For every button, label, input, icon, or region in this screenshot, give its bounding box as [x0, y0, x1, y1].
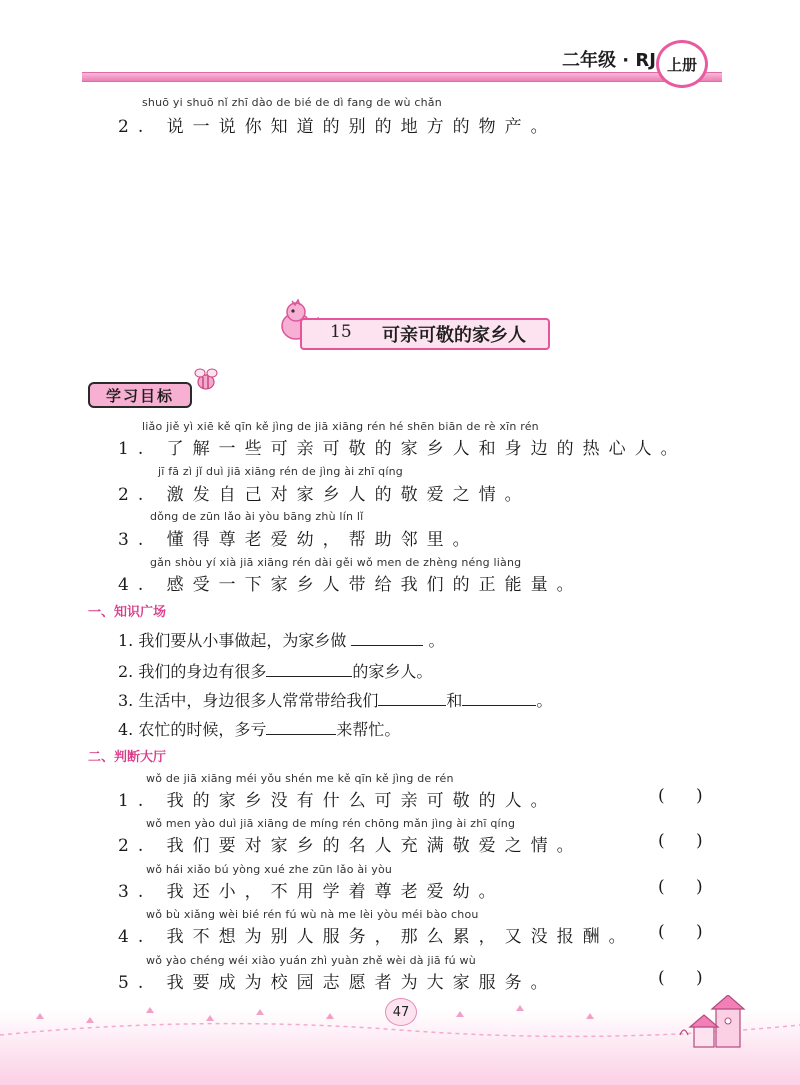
judge-2-pinyin: wǒ men yào duì jiā xiāng de míng rén chōng mǎn jìng ài zhī qíng: [146, 817, 516, 830]
judge-3-answer-box[interactable]: ( ): [658, 877, 703, 897]
section-judge-title: 二、判断大厅: [88, 750, 167, 765]
fill-q3-prompt: 3. 生活中，身边很多人常常带给我们: [118, 691, 379, 710]
objective-1-text: 1. 了解一些可亲可敬的家乡人和身边的热心人。: [118, 439, 687, 459]
fill-q1-prompt: 1. 我们要从小事做起，为家乡做: [118, 631, 347, 650]
fill-q3-end: 。: [536, 691, 553, 710]
grade-label: 二年级 · RJ: [562, 50, 656, 71]
lesson-number: 15: [330, 322, 352, 342]
lesson-title: 可亲可敬的家乡人: [382, 325, 526, 346]
bee-icon: [190, 364, 222, 396]
fill-q2-prompt: 2. 我们的身边有很多: [118, 662, 267, 681]
judge-2-answer-box[interactable]: ( ): [658, 831, 703, 851]
fill-q2-end: 的家乡人。: [352, 662, 433, 681]
fill-question-3: [118, 688, 552, 711]
objective-1-pinyin: liǎo jiě yì xiē kě qīn kě jìng de jiā xiāng rén hé shēn biān de rè xīn rén: [142, 420, 539, 433]
fill-q4-end: 来帮忙。: [336, 720, 401, 739]
volume-badge: 上册: [656, 40, 708, 88]
fill-q4-prompt: 4. 农忙的时候，多亏: [118, 720, 267, 739]
judge-5-pinyin: wǒ yào chéng wéi xiào yuán zhì yuàn zhě wèi dà jiā fú wù: [146, 954, 476, 967]
objective-4-text: 4. 感受一下家乡人带给我们的正能量。: [118, 575, 583, 595]
objective-2-pinyin: jī fā zì jǐ duì jiā xiāng rén de jìng ài zhī qíng: [158, 465, 403, 478]
fill-question-1: [118, 628, 445, 651]
fill-q3-blank-1[interactable]: [378, 691, 446, 706]
page-number: 47: [385, 998, 417, 1026]
judge-3-text: 3. 我还小，不用学着尊老爱幼。: [118, 882, 505, 902]
judge-5-answer-box[interactable]: ( ): [658, 968, 703, 988]
objective-3-pinyin: dǒng de zūn lǎo ài yòu bāng zhù lín lǐ: [150, 510, 364, 523]
fill-q3-blank-2[interactable]: [462, 691, 536, 706]
objective-2-text: 2. 激发自己对家乡人的敬爱之情。: [118, 485, 531, 505]
prev-question-pinyin: shuō yi shuō nǐ zhī dào de bié de dì fang de wù chǎn: [142, 96, 442, 109]
fill-question-2: [118, 659, 432, 682]
judge-1-pinyin: wǒ de jiā xiāng méi yǒu shén me kě qīn kě jìng de rén: [146, 772, 454, 785]
objectives-badge: 学习目标: [88, 382, 192, 408]
header-bar: [82, 72, 722, 82]
fill-q1-end: 。: [428, 631, 445, 650]
judge-4-text: 4. 我不想为别人服务，那么累，又没报酬。: [118, 927, 635, 947]
objective-4-pinyin: gǎn shòu yí xià jiā xiāng rén dài gěi wǒ men de zhèng néng liàng: [150, 556, 522, 569]
section-knowledge-title: 一、知识广场: [88, 605, 167, 620]
objective-3-text: 3. 懂得尊老爱幼，帮助邻里。: [118, 530, 479, 550]
judge-1-answer-box[interactable]: ( ): [658, 786, 703, 806]
fill-q1-blank[interactable]: [351, 631, 423, 646]
judge-4-pinyin: wǒ bù xiǎng wèi bié rén fú wù nà me lèi yòu méi bào chou: [146, 908, 479, 921]
judge-1-text: 1. 我的家乡没有什么可亲可敬的人。: [118, 791, 557, 811]
fill-question-4: [118, 717, 400, 740]
fill-q4-blank[interactable]: [266, 720, 336, 735]
judge-3-pinyin: wǒ hái xiǎo bú yòng xué zhe zūn lǎo ài yòu: [146, 863, 393, 876]
fill-q3-mid: 和: [446, 691, 463, 710]
fill-q2-blank[interactable]: [266, 662, 352, 677]
judge-4-answer-box[interactable]: ( ): [658, 922, 703, 942]
prev-question-text: 2. 说一说你知道的别的地方的物产。: [118, 117, 557, 137]
judge-5-text: 5. 我要成为校园志愿者为大家服务。: [118, 973, 557, 993]
judge-2-text: 2. 我们要对家乡的名人充满敬爱之情。: [118, 836, 583, 856]
